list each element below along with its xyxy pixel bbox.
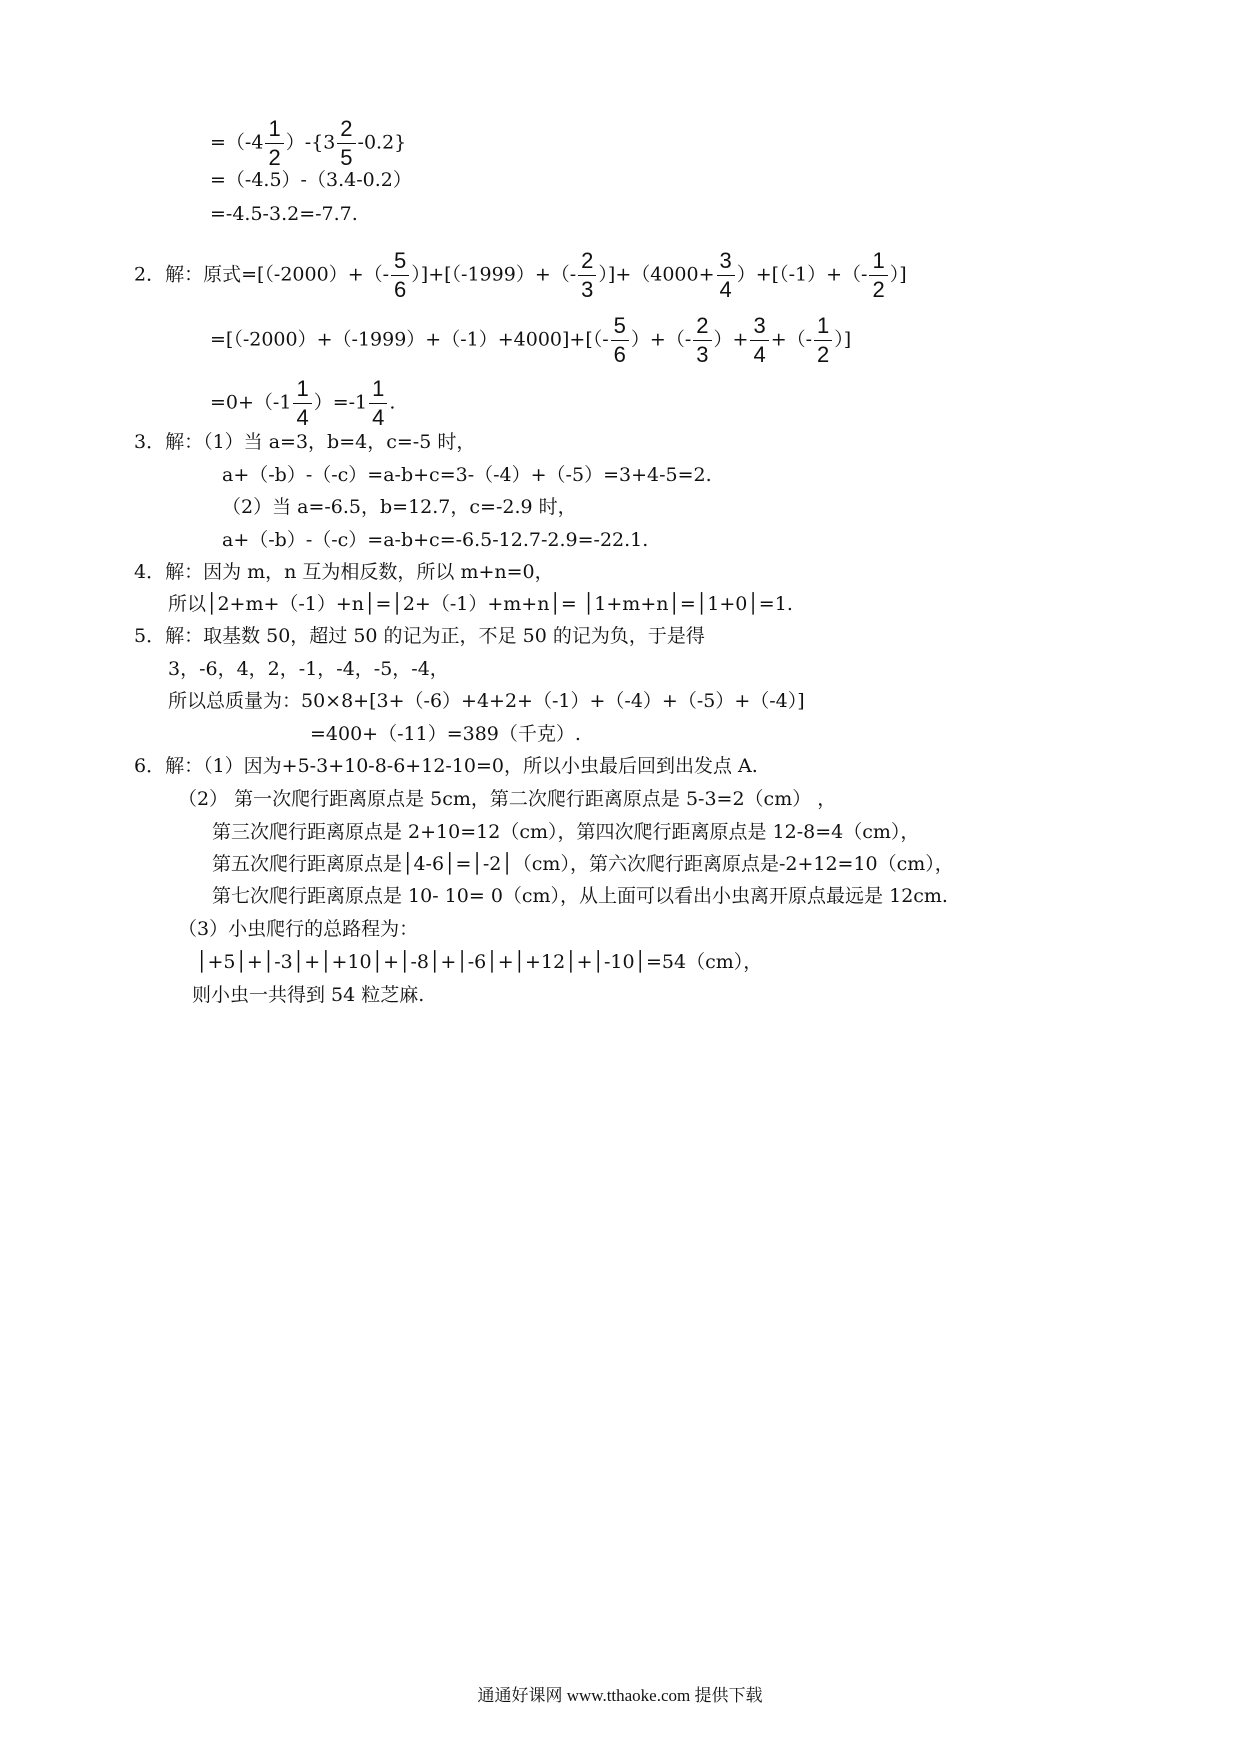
s6-line-4: 第五次爬行距离原点是│4-6│=│-2│（cm），第六次爬行距离原点是-2+12=10（cm），	[212, 853, 954, 875]
s2-line-1: 2．解：原式=[（-2000）+（- $\frac{5}{6}$ ）]+[（-1999）+（- $\frac{2}{3}$ ）]+（4000+ $\frac{3}{4}$ ）+[（-1）+（- $\frac{1}{2}$ ）]	[134, 248, 907, 302]
s3-line-2: a+（-b）-（-c）=a-b+c=3-（-4）+（-5）=3+4-5=2.	[222, 464, 712, 486]
s3-line-1: 3．解：（1）当 a=3，b=4，c=-5 时，	[134, 431, 476, 453]
s1-line-3: =-4.5-3.2=-7.7.	[210, 203, 358, 225]
fraction: $\frac{1}{4}$	[369, 378, 387, 429]
s6-line-5: 第七次爬行距离原点是 10- 10= 0（cm），从上面可以看出小虫离开原点最远是 12cm.	[212, 885, 948, 907]
s5-line-1: 5．解：取基数 50，超过 50 的记为正，不足 50 的记为负，于是得	[134, 625, 705, 647]
s6-line-3: 第三次爬行距离原点是 2+10=12（cm），第四次爬行距离原点是 12-8=4（cm），	[212, 821, 920, 843]
s6-line-8: 则小虫一共得到 54 粒芝麻.	[192, 984, 425, 1006]
fraction: $\frac{1}{2}$	[814, 315, 832, 366]
page-footer: 通通好课网 www.tthaoke.com 提供下载	[477, 1686, 763, 1705]
s2-line-2: =[（-2000）+（-1999）+（-1）+4000]+[（- $\frac{5}{6}$ ）+（- $\frac{2}{3}$ ）+ $\frac{3}{4}$ +（- $\frac{1}{2}$ ）]	[210, 313, 852, 367]
s4-line-1: 4．解：因为 m，n 互为相反数，所以 m+n=0，	[134, 561, 554, 583]
fraction: $\frac{3}{4}$	[750, 315, 768, 366]
s5-line-4: =400+（-11）=389（千克）.	[310, 723, 581, 745]
fraction: $\frac{1}{4}$	[293, 378, 311, 429]
fraction: $\frac{2}{5}$	[337, 118, 355, 169]
s6-line-6: （3）小虫爬行的总路程为：	[178, 918, 419, 940]
s5-line-3: 所以总质量为：50×8+[3+（-6）+4+2+（-1）+（-4）+（-5）+（-4）]	[168, 690, 805, 712]
s6-line-1: 6．解：（1）因为+5-3+10-8-6+12-10=0，所以小虫最后回到出发点 A.	[134, 755, 758, 777]
s5-line-2: 3，-6，4，2，-1，-4，-5，-4，	[168, 658, 449, 680]
s1-line-1: =（-4 $\frac{1}{2}$ ）-{3 $\frac{2}{5}$ -0.2}	[210, 116, 407, 170]
s2-line-3: =0+（-1 $\frac{1}{4}$ ）=-1 $\frac{1}{4}$ .	[210, 376, 396, 430]
fraction: $\frac{2}{3}$	[693, 315, 711, 366]
fraction: $\frac{5}{6}$	[611, 315, 629, 366]
fraction: $\frac{2}{3}$	[578, 250, 596, 301]
s1-line-2: =（-4.5）-（3.4-0.2）	[210, 169, 412, 191]
fraction: $\frac{5}{6}$	[391, 250, 409, 301]
fraction: $\frac{1}{2}$	[265, 118, 283, 169]
fraction: $\frac{3}{4}$	[717, 250, 735, 301]
s6-line-7: │+5│+│-3│+│+10│+│-8│+│-6│+│+12│+│-10│=54（cm），	[196, 951, 763, 973]
fraction: $\frac{1}{2}$	[869, 250, 887, 301]
s3-line-4: a+（-b）-（-c）=a-b+c=-6.5-12.7-2.9=-22.1.	[222, 529, 649, 551]
s4-line-2: 所以│2+m+（-1）+n│=│2+（-1）+m+n│= │1+m+n│=│1+0│=1.	[168, 593, 793, 615]
s3-line-3: （2）当 a=-6.5，b=12.7，c=-2.9 时，	[222, 496, 577, 518]
s6-line-2: （2） 第一次爬行距离原点是 5cm，第二次爬行距离原点是 5-3=2（cm） ，	[178, 788, 837, 810]
